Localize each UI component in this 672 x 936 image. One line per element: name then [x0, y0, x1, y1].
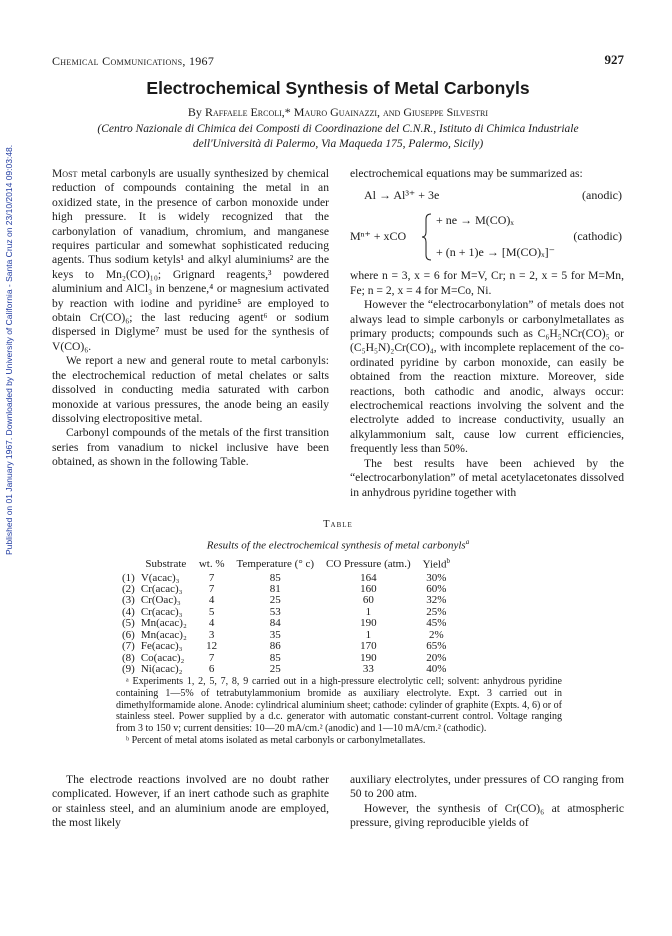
substrate-cell: Fe(acac)₃	[140, 640, 183, 653]
table-title-note: a	[465, 538, 470, 546]
column-header: Substrate	[145, 557, 187, 570]
paragraph: We report a new and general route to metal carbonyls: the electrochemical reduction of metal chelates or salts dissolved in conducting media saturated with carbon monoxide at various pressures, the anode being an easily dissolving electropositive metal.	[52, 354, 329, 425]
equation-anodic	[350, 185, 624, 207]
yield-cell: 20%	[426, 651, 447, 664]
paragraph: where n = 3, x = 6 for M=V, Cr; n = 2, x = 5 for M=Mn, Fe; n = 2, x = 4 for M=Co, Ni.	[350, 269, 624, 297]
row-index: (9)	[122, 662, 135, 675]
temperature-cell: 85	[269, 651, 281, 664]
wt-cell: 4	[208, 594, 215, 607]
table-caption: Table	[323, 519, 353, 530]
results-table	[116, 557, 456, 675]
paragraph: electrochemical equations may be summarized as:	[350, 167, 583, 180]
temperature-cell: 25	[269, 662, 281, 675]
substrate-cell: Cr(acac)₃	[140, 605, 183, 618]
equation-text: Al → Al³⁺ + 3e	[364, 188, 440, 203]
row-index: (8)	[122, 651, 135, 664]
equation-tag: (anodic)	[582, 188, 622, 203]
wt-cell: 5	[208, 605, 215, 618]
author-line	[52, 105, 624, 120]
author-names: Raffaele Ercoli,* Mauro Guainazzi, and Giuseppe Silvestri	[204, 105, 489, 119]
yield-cell: 30%	[426, 571, 447, 584]
pressure-cell: 1	[365, 605, 372, 618]
column-header	[417, 557, 456, 573]
wt-cell: 3	[208, 628, 215, 641]
pressure-cell: 33	[362, 662, 374, 675]
wt-cell: 7	[208, 583, 215, 596]
equation-tag: (cathodic)	[573, 229, 622, 244]
row-index: (7)	[122, 640, 135, 653]
temperature-cell: 86	[269, 640, 281, 653]
pressure-cell: 170	[360, 640, 377, 653]
column-header: Temperature (° c)	[236, 557, 315, 570]
paragraph: However the “electrocarbonylation” of metals does not always lead to simple carbonyls or carbonylmetallates as primary products; compounds such as C₆H₅NCr(CO)₅ or (C₅H₅N)₂Cr(CO)₄, with incomplete replacement of the co-ordinated pyridine by carbon monoxide, can easily be obtained from the reaction mixture. Moreover, side reactions, both cathodic and anodic, always occur: electrochemical reactions involving the solvent and the electrolyte added to increase conductivity, usually an alkylammonium salt, cause low current efficiencies, frequently less than 50%.	[350, 298, 624, 456]
equation-left: Mⁿ⁺ + xCO	[350, 229, 407, 244]
temperature-cell: 84	[269, 617, 281, 630]
affiliation-line-1: (Centro Nazionale di Chimica dei Composti di Coordinazione del C.N.R., Istituto di Chimica Industriale	[97, 123, 579, 135]
substrate-cell: Mn(acac)₂	[140, 628, 187, 641]
bottom-right-column	[350, 773, 624, 831]
wt-cell: 4	[208, 617, 215, 630]
paragraph: The best results have been achieved by the “electrocarbonylation” of metal acetylacetonates dissolved in anhydrous pyridine together with	[350, 456, 624, 499]
article-title: Electrochemical Synthesis of Metal Carbonyls	[146, 78, 530, 98]
bottom-left-column	[52, 773, 329, 831]
affiliation-line-2: dell'Università di Palermo, Via Maqueda 175, Palermo, Sicily)	[192, 137, 484, 150]
running-head: Chemical Communications, 1967	[52, 54, 215, 68]
substrate-cell: V(acac)₃	[140, 571, 180, 584]
yield-cell: 32%	[426, 594, 447, 607]
wt-cell: 7	[208, 571, 215, 584]
affiliation	[52, 122, 624, 151]
table-row	[116, 618, 456, 629]
substrate-cell: Cr(Oac)₃	[140, 594, 181, 607]
row-index: (1)	[122, 571, 135, 584]
temperature-cell: 85	[269, 571, 281, 584]
authors-prefix: By	[187, 105, 205, 119]
substrate-cell: Mn(acac)₂	[140, 617, 187, 630]
temperature-cell: 25	[269, 594, 281, 607]
temperature-cell: 35	[269, 628, 281, 641]
pressure-cell: 164	[360, 571, 377, 584]
row-index: (6)	[122, 628, 135, 641]
table-row	[116, 664, 456, 675]
column-header: CO Pressure (atm.)	[326, 557, 411, 570]
footnote-b: ᵇ Percent of metal atoms isolated as metal carbonyls or carbonylmetallates.	[126, 734, 426, 746]
right-column	[350, 167, 624, 500]
row-index: (2)	[122, 583, 135, 596]
brace-icon	[422, 213, 432, 261]
page-number: 927	[604, 52, 624, 67]
paragraph: The electrode reactions involved are no doubt rather complicated. However, if an inert cathode such as graphite or stainless steel, and an aluminium anode are employed, the most likely	[52, 773, 329, 830]
table-row	[116, 641, 456, 652]
paragraph-text: metal carbonyls are usually synthesized by chemical reduction of compounds containing the metal in an oxidized state, in the presence of carbon monoxide under high pressure. It is widely recognized that the carbonylation of vanadium, chromium, and manganese requires particular and somewhat sophisticated reducing agents. Thus sodium ketyls¹ and alkyl aluminiums² are the keys to Mn₂(CO)₁₀; Grignard reagents,³ powdered aluminium and AlCl₃ in benzene,⁴ or magnesium activated by reaction with iodine and pyridine⁵ are employed to obtain Cr(CO)₆; the last reducing agent⁶ or sodium dispersed in Diglyme⁷ must be used for the synthesis of V(CO)₆.	[52, 167, 329, 353]
equation-top: + ne → M(CO)ₓ	[436, 213, 514, 228]
substrate-cell: Cr(acac)₃	[140, 583, 183, 596]
paragraph: Carbonyl compounds of the metals of the first transition series from vanadium to nickel inclusive have been obtained, as shown in the following Table.	[52, 426, 329, 469]
temperature-cell: 81	[269, 583, 281, 596]
paragraph: However, the synthesis of Cr(CO)₆ at atmospheric pressure, giving reproducible yields of	[350, 801, 624, 830]
yield-header-text: Yield	[422, 558, 447, 571]
table-footnotes	[116, 676, 562, 747]
pressure-cell: 190	[360, 651, 377, 664]
equation-cathodic	[350, 211, 624, 265]
column-header: wt. %	[198, 557, 225, 570]
yield-cell: 60%	[426, 583, 447, 596]
yield-cell: 25%	[426, 605, 447, 618]
equation-bottom: + (n + 1)e → [M(CO)ₓ]⁻	[436, 245, 555, 260]
yield-cell: 65%	[426, 640, 447, 653]
wt-cell: 12	[206, 640, 218, 653]
yield-cell: 2%	[428, 628, 444, 641]
yield-cell: 45%	[426, 617, 447, 630]
pressure-cell: 190	[360, 617, 377, 630]
footnote-a: ᵃ Experiments 1, 2, 5, 7, 8, 9 carried out in a high-pressure electrolytic cell; solvent: anhydrous pyridine containing 1—5% of tetrabutylammonium bromide as auxiliary electrolyte. Expt. 3 carried out in dimethylformamide alone. Anode: cylindrical aluminium sheet; cathode: cylinder of graphite (Expts. 4, 6) or of stainless steel. Power supplied by a d.c. generator with automatic constant-current control. Voltage ranging from 3 to 150 v; current densities: 10—20 mA/cm.² (anodic) and 1—10 mA/cm.² (cathodic).	[116, 676, 562, 735]
paragraph	[52, 167, 329, 354]
pressure-cell: 1	[365, 628, 372, 641]
table-header-row	[116, 557, 456, 573]
table-title-text: Results of the electrochemical synthesis of metal carbonyls	[206, 539, 466, 552]
pressure-cell: 60	[362, 594, 374, 607]
temperature-cell: 53	[269, 605, 281, 618]
substrate-cell: Ni(acac)₂	[140, 662, 183, 675]
row-index: (4)	[122, 605, 135, 618]
substrate-cell: Co(acac)₂	[140, 651, 185, 664]
wt-cell: 7	[208, 651, 215, 664]
lead-word: Most	[52, 167, 78, 180]
yield-cell: 40%	[426, 662, 447, 675]
left-column	[52, 167, 329, 470]
wt-cell: 6	[208, 662, 215, 675]
table-title	[52, 538, 624, 552]
row-index: (5)	[122, 617, 135, 630]
yield-note: b	[446, 557, 450, 565]
pressure-cell: 160	[360, 583, 377, 596]
publication-watermark: Published on 01 January 1967. Downloaded by University of California - Santa Cruz on 23/10/2014 09:03:48.	[4, 144, 14, 556]
row-index: (3)	[122, 594, 135, 607]
paragraph: auxiliary electrolytes, under pressures of CO ranging from 50 to 200 atm.	[350, 773, 624, 801]
